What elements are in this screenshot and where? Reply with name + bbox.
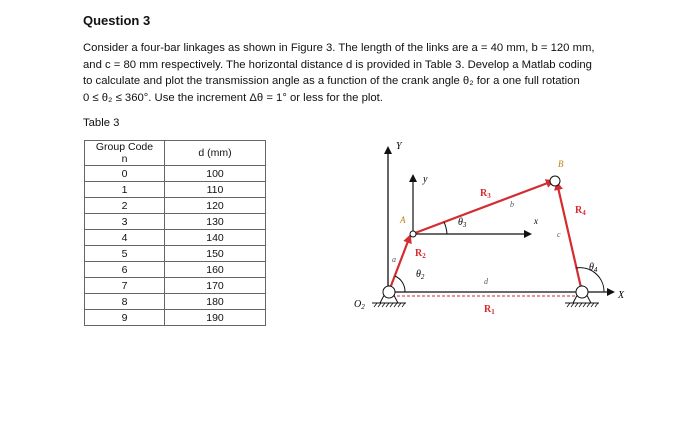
label-d: d xyxy=(484,277,488,286)
cell-n: 3 xyxy=(85,214,165,230)
table-caption: Table 3 xyxy=(83,117,120,129)
header-n-label: n xyxy=(121,153,128,165)
pin-a xyxy=(410,231,416,237)
cell-n: 0 xyxy=(85,166,165,182)
label-theta4: $\theta_4$ xyxy=(589,262,598,274)
cell-d: 140 xyxy=(165,230,266,246)
cell-d: 180 xyxy=(165,294,266,310)
rocker-link-r4 xyxy=(557,183,582,292)
cell-n: 1 xyxy=(85,182,165,198)
header-group-code-label: Group Code xyxy=(95,141,154,153)
theta2-arc xyxy=(395,276,405,292)
paragraph-line: 0 ≤ θ₂ ≤ 360°. Use the increment Δθ = 1° or less for the plot. xyxy=(83,91,383,104)
label-a: a xyxy=(392,255,396,264)
label-theta2: $\theta_2$ xyxy=(416,269,425,281)
cell-n: 8 xyxy=(85,294,165,310)
label-x: x xyxy=(534,216,538,226)
cell-d: 100 xyxy=(165,166,266,182)
ground-pivot-o2 xyxy=(372,286,406,307)
label-y: y xyxy=(423,174,428,185)
cell-d: 120 xyxy=(165,198,266,214)
paragraph-line: to calculate and plot the transmission angle as a function of the crank angle θ₂ for a one full rotation xyxy=(83,75,580,87)
label-r3: $R_3$ xyxy=(480,188,491,200)
header-d-mm: d (mm) xyxy=(165,141,266,166)
cell-d: 150 xyxy=(165,246,266,262)
cell-n: 9 xyxy=(85,310,165,326)
label-c: c xyxy=(557,230,561,239)
cell-d: 110 xyxy=(165,182,266,198)
cell-d: 170 xyxy=(165,278,266,294)
label-A: A xyxy=(400,215,406,225)
label-r1: $R_1$ xyxy=(484,304,495,316)
cell-d: 160 xyxy=(165,262,266,278)
label-r4: $R_4$ xyxy=(575,205,586,217)
cell-n: 2 xyxy=(85,198,165,214)
label-X: X xyxy=(618,290,625,301)
cell-n: 7 xyxy=(85,278,165,294)
theta3-arc xyxy=(444,222,447,234)
ground-pivot-o4 xyxy=(565,286,599,307)
question-title: Question 3 xyxy=(83,13,151,28)
cell-n: 5 xyxy=(85,246,165,262)
label-B: B xyxy=(558,159,564,169)
cell-n: 6 xyxy=(85,262,165,278)
cell-d: 130 xyxy=(165,214,266,230)
label-o2: $O_2$ xyxy=(354,299,365,311)
label-r2: $R_2$ xyxy=(415,248,426,260)
label-Y: Y xyxy=(396,141,402,152)
cell-n: 4 xyxy=(85,230,165,246)
label-theta3: $\theta_3$ xyxy=(458,217,467,229)
paragraph-line: and c = 80 mm respectively. The horizontal distance d is provided in Table 3. Develop a Matlab coding xyxy=(83,58,592,71)
cell-d: 190 xyxy=(165,310,266,326)
pin-b xyxy=(550,176,560,186)
paragraph-line: Consider a four-bar linkages as shown in Figure 3. The length of the links are a = 40 mm, b = 120 mm, xyxy=(83,42,595,54)
label-b: b xyxy=(510,200,514,209)
